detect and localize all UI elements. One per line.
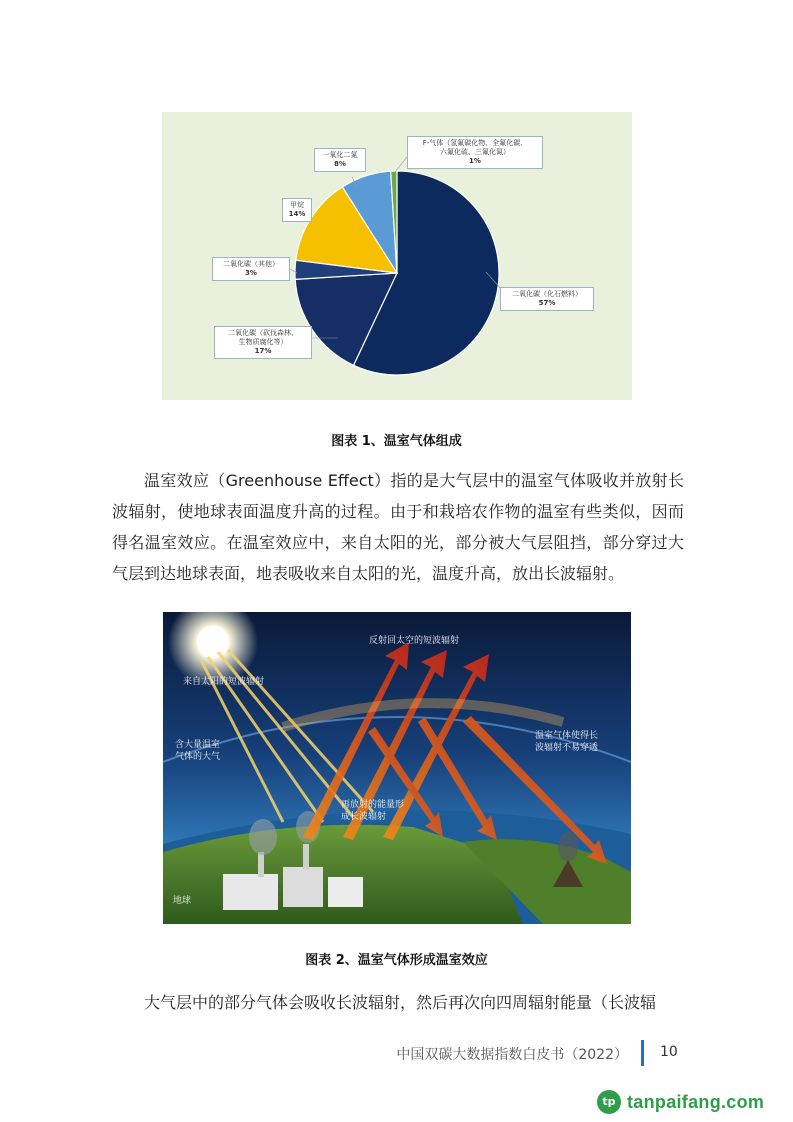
label-atmosphere-line2: 气体的大气 (175, 752, 221, 762)
label-greenhouse-gas (535, 730, 598, 754)
body-paragraph-2 (112, 987, 684, 1018)
callout-co2-other-label: 二氧化碳（其他） (223, 260, 279, 268)
callout-co2-fossil-pct: 57% (538, 299, 556, 307)
paragraph-1-text: 温室效应（Greenhouse Effect）指的是大气层中的温室气体吸收并放射长波辐射，使地球表面温度升高的过程。由于和栽培农作物的温室有些类似，因而得名温室效应。在温室效应中，来自太阳的光，部分被大气层阻挡，部分穿过大气层到达地球表面，地表吸收来自太阳的光，温度升高，放出长波辐射。 (112, 471, 684, 583)
body-paragraph-1 (112, 465, 684, 589)
figure-1-caption: 图表 1、温室气体组成 (331, 434, 462, 449)
callout-co2-other (212, 257, 290, 281)
label-greenhouse-line2: 波辐射不易穿透 (535, 743, 599, 753)
page-number: 10 (660, 1044, 678, 1060)
label-incoming-shortwave: 来自太阳的短波辐射 (183, 677, 265, 687)
logo-text: tanpaifang.com (627, 1092, 765, 1112)
greenhouse-illustration (163, 612, 631, 924)
figure-2-illustration (163, 612, 631, 924)
figure-1-chart (162, 112, 632, 400)
callout-co2-forest-pct: 17% (254, 347, 272, 355)
callout-n2o (314, 148, 366, 172)
leader-line-fgas (395, 157, 407, 172)
callout-co2-forest (214, 326, 312, 359)
label-reemitted-line1: 再放射的能量形 (341, 800, 405, 810)
label-reemitted-line2: 成长波辐射 (341, 812, 387, 822)
callout-co2-forest-line2: 生物质腐化等） (238, 338, 288, 346)
callout-co2-other-pct: 3% (245, 269, 257, 277)
callout-co2-fossil (500, 287, 594, 311)
callout-fgas-pct: 1% (469, 157, 481, 165)
label-reemitted-longwave (341, 799, 404, 823)
callout-methane (282, 198, 312, 222)
figure-2-caption: 图表 2、温室气体形成温室效应 (305, 953, 488, 968)
callout-methane-pct: 14% (288, 210, 306, 218)
callout-fgas-line1: F-气体（氢氟碳化物、全氟化碳、 (422, 139, 528, 147)
label-earth: 地球 (173, 896, 192, 906)
label-greenhouse-line1: 温室气体使得长 (535, 731, 599, 741)
label-atmosphere-line1: 含大量温室 (175, 740, 221, 750)
callout-n2o-pct: 8% (334, 160, 346, 168)
callout-fgas (407, 136, 543, 169)
callout-co2-fossil-label: 二氧化碳（化石燃料） (512, 290, 582, 298)
label-reflected-shortwave: 反射回太空的短波辐射 (369, 636, 460, 646)
callout-methane-label: 甲烷 (290, 201, 304, 209)
label-atmosphere (175, 739, 220, 763)
site-logo[interactable] (597, 1090, 787, 1116)
logo-icon: tp (597, 1090, 621, 1114)
callout-fgas-line2: 六氟化硫、三氟化氮） (440, 148, 510, 156)
footer-divider (641, 1040, 644, 1066)
paragraph-2-text: 大气层中的部分气体会吸收长波辐射，然后再次向四周辐射能量（长波辐 (144, 993, 657, 1012)
callout-co2-forest-line1: 二氧化碳（砍伐森林、 (228, 329, 298, 337)
callout-n2o-label: 一氧化二氮 (322, 151, 358, 159)
footer-document-title: 中国双碳大数据指数白皮书（2022） (396, 1047, 628, 1063)
